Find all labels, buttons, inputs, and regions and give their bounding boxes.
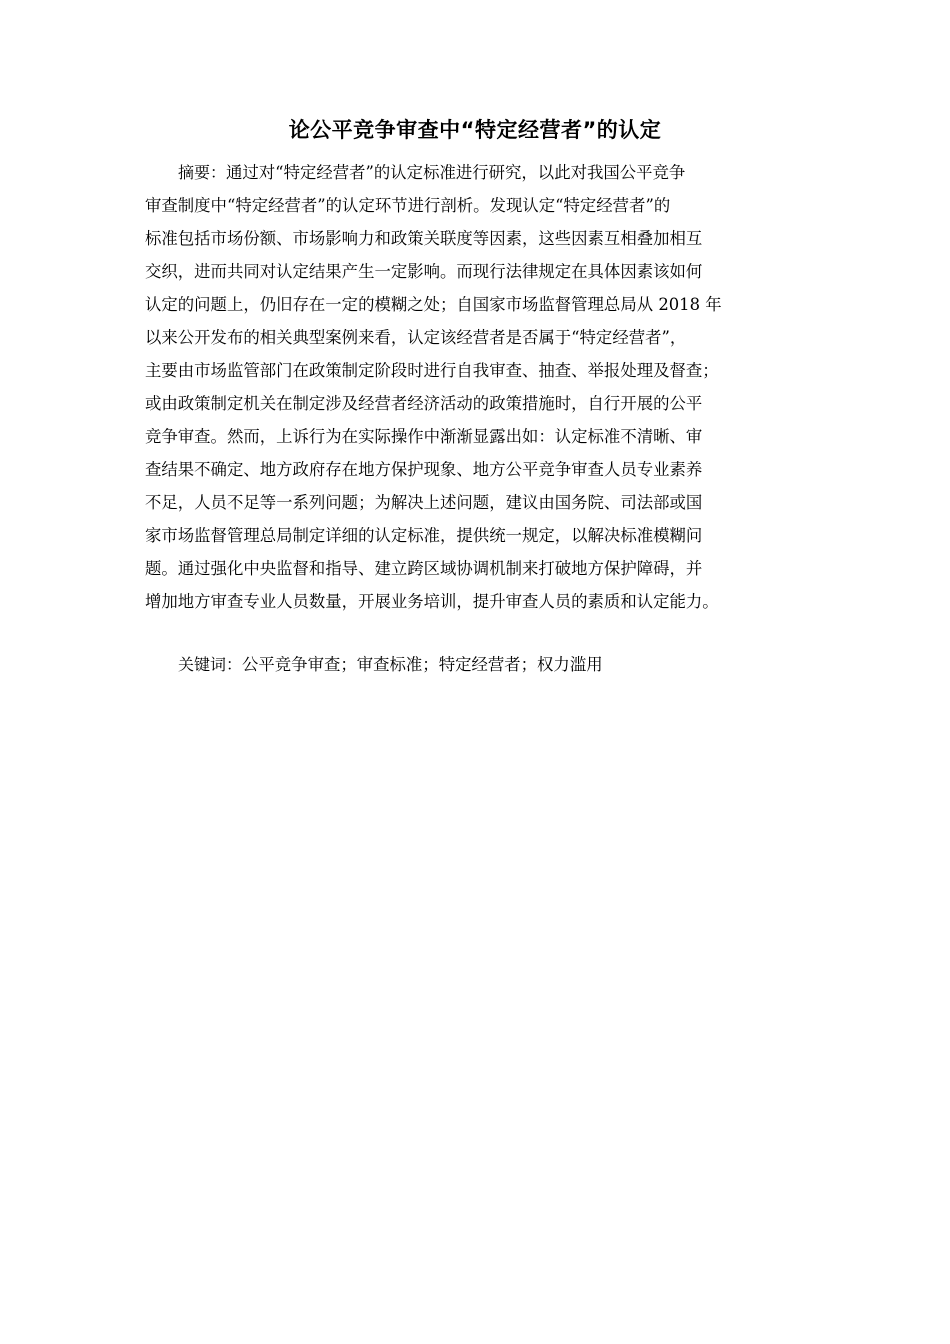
abstract-line: 题。通过强化中央监督和指导、建立跨区域协调机制来打破地方保护障碍，并 [145,559,703,578]
abstract-line: 或由政策制定机关在制定涉及经营者经济活动的政策措施时，自行开展的公平 [145,394,703,413]
abstract-line: 不足，人员不足等一系列问题；为解决上述问题，建议由国务院、司法部或国 [145,493,703,512]
abstract-label: 摘要： [178,163,227,182]
abstract-line: 审查制度中“特定经营者”的认定环节进行剖析。发现认定“特定经营者”的 [145,196,671,215]
abstract-text: 通过对“特定经营者”的认定标准进行研究，以此对我国公平竞争 [226,163,686,182]
abstract-line: 家市场监督管理总局制定详细的认定标准，提供统一规定，以解决标准模糊问 [145,526,703,545]
document-title: 论公平竞争审查中“特定经营者”的认定 [288,118,662,142]
abstract-line: 以来公开发布的相关典型案例来看，认定该经营者是否属于“特定经营者”， [145,328,687,347]
keywords-label: 关键词： [178,655,243,674]
keywords-text: 公平竞争审查；审查标准；特定经营者；权力滥用 [242,655,603,674]
keywords-line [178,648,603,681]
abstract-line: 竞争审查。然而，上诉行为在实际操作中渐渐显露出如：认定标准不清晰、审 [145,427,703,446]
abstract-section [145,156,805,618]
abstract-line: 增加地方审查专业人员数量，开展业务培训，提升审查人员的素质和认定能力。 [145,592,719,611]
abstract-line: 查结果不确定、地方政府存在地方保护现象、地方公平竞争审查人员专业素养 [145,460,703,479]
abstract-line: 主要由市场监管部门在政策制定阶段时进行自我审查、抽查、举报处理及督查； [145,361,719,380]
abstract-line: 认定的问题上，仍旧存在一定的模糊之处；自国家市场监督管理总局从 2018 年 [145,295,722,314]
abstract-line: 交织，进而共同对认定结果产生一定影响。而现行法律规定在具体因素该如何 [145,262,703,281]
abstract-line: 标准包括市场份额、市场影响力和政策关联度等因素，这些因素互相叠加相互 [145,229,703,248]
abstract-line [145,156,805,189]
